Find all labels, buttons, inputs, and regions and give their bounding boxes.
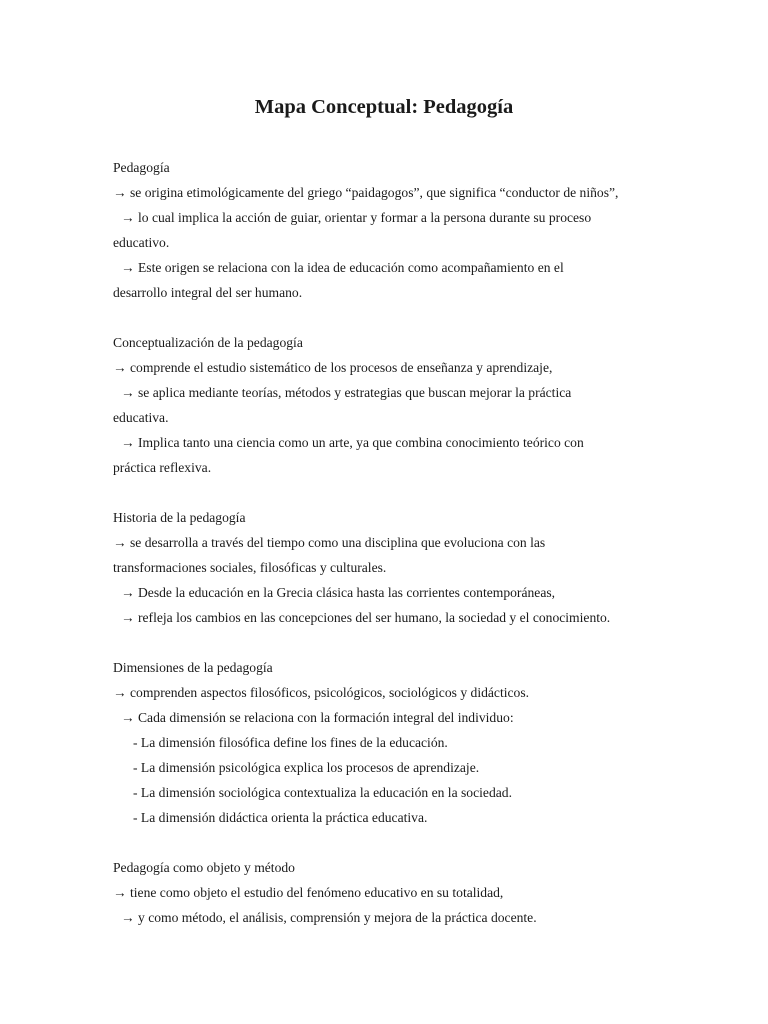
section-heading: Pedagogía como objeto y método	[113, 860, 295, 875]
section-heading: Conceptualización de la pedagogía	[113, 335, 303, 350]
list-item: - La dimensión psicológica explica los procesos de aprendizaje.	[133, 760, 480, 775]
list-item: - La dimensión filosófica define los fines de la educación.	[133, 735, 448, 750]
page-title: Mapa Conceptual: Pedagogía	[254, 96, 514, 118]
text-line: educativa.	[113, 410, 169, 425]
document-body	[113, 155, 673, 955]
text-line: → Desde la educación en la Grecia clásica hasta las corrientes contemporáneas,	[121, 585, 556, 600]
text-line: → tiene como objeto el estudio del fenómeno educativo en su totalidad,	[113, 885, 504, 900]
list-item: - La dimensión sociológica contextualiza la educación en la sociedad.	[133, 785, 512, 800]
text-line: → se aplica mediante teorías, métodos y estrategias que buscan mejorar la práctica	[121, 385, 572, 400]
text-line: transformaciones sociales, filosóficas y culturales.	[113, 560, 387, 575]
text-line: → se origina etimológicamente del griego “paidagogos”, que significa “conductor de niños”,	[113, 185, 619, 200]
text-line: → refleja los cambios en las concepciones del ser humano, la sociedad y el conocimiento.	[121, 610, 611, 625]
text-line: → comprende el estudio sistemático de los procesos de enseñanza y aprendizaje,	[113, 360, 553, 375]
text-line: práctica reflexiva.	[113, 460, 212, 475]
text-line: educativo.	[113, 235, 170, 250]
text-line: → Implica tanto una ciencia como un arte, ya que combina conocimiento teórico con	[121, 435, 584, 450]
section-heading: Pedagogía	[113, 160, 170, 175]
section-conceptualizacion	[113, 330, 673, 480]
section-pedagogia	[113, 155, 673, 305]
section-objeto-metodo	[113, 855, 673, 930]
text-line: → y como método, el análisis, comprensión y mejora de la práctica docente.	[121, 910, 537, 925]
section-heading: Historia de la pedagogía	[113, 510, 246, 525]
text-line: → Cada dimensión se relaciona con la formación integral del individuo:	[121, 710, 514, 725]
text-line: → comprenden aspectos filosóficos, psicológicos, sociológicos y didácticos.	[113, 685, 530, 700]
text-line: → Este origen se relaciona con la idea de educación como acompañamiento en el	[121, 260, 564, 275]
text-line: → lo cual implica la acción de guiar, orientar y formar a la persona durante su proceso	[121, 210, 592, 225]
text-line: desarrollo integral del ser humano.	[113, 285, 303, 300]
section-dimensiones	[113, 655, 673, 830]
text-line: → se desarrolla a través del tiempo como una disciplina que evoluciona con las	[113, 535, 546, 550]
section-heading: Dimensiones de la pedagogía	[113, 660, 273, 675]
section-historia	[113, 505, 673, 630]
list-item: - La dimensión didáctica orienta la práctica educativa.	[133, 810, 428, 825]
